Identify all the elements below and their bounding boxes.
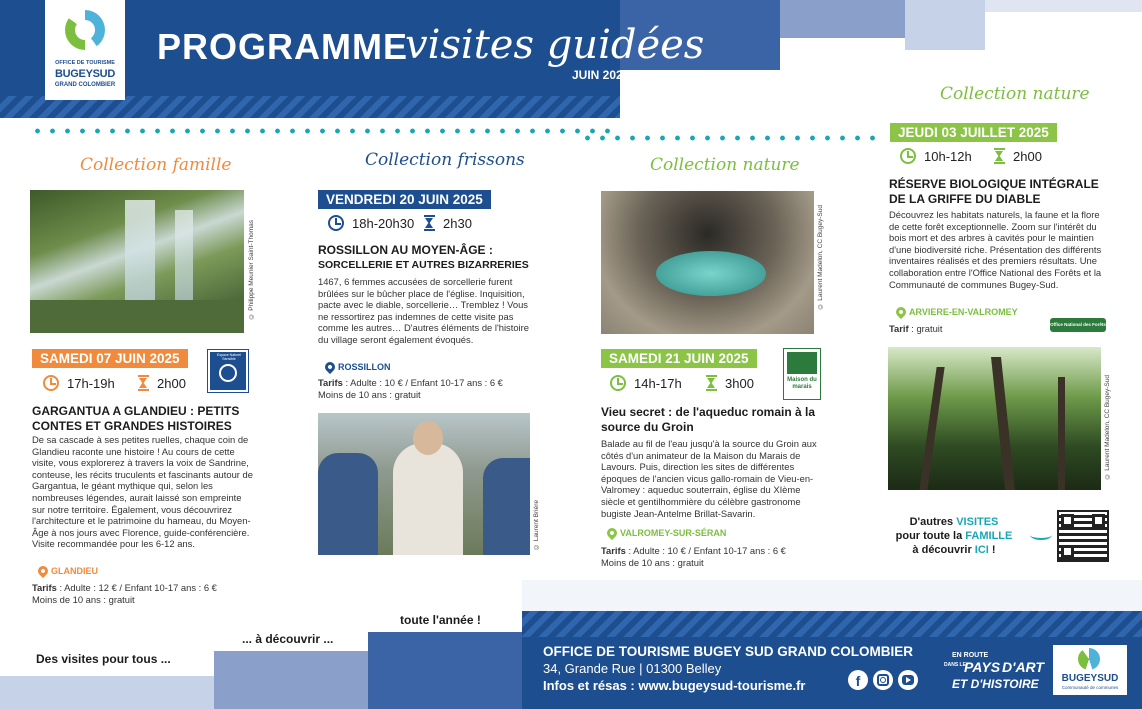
forest-photo: [888, 347, 1101, 490]
logo-line3: GRAND COLOMBIER: [54, 82, 116, 88]
event-date-badge: JEUDI 03 JUILLET 2025: [890, 123, 1057, 142]
event-title: Vieu secret : de l'aqueduc romain à la source du Groin: [601, 405, 816, 434]
event-location[interactable]: [896, 307, 1018, 317]
promo-highlight: VISITES: [956, 516, 999, 528]
tarifs-value: : Adulte : 10 € / Enfant 10-17 ans : 6 €: [625, 545, 786, 556]
clock-icon: [328, 215, 344, 231]
promo-highlight: FAMILLE: [965, 530, 1013, 542]
page-date: JUIN 2025: [572, 68, 630, 82]
photo-credit: © Philippe Meunier Saint-Thomas: [248, 220, 255, 320]
time-value: 10h-12h: [924, 148, 972, 164]
photo-credit: © Laurent Brière: [533, 500, 540, 550]
map-pin-icon: [323, 360, 337, 374]
event-time: [610, 375, 682, 391]
footer-deco: [214, 651, 368, 709]
tarifs-label: Tarifs: [32, 582, 57, 593]
pays-art-line: PAYS: [964, 659, 1001, 675]
location-label: VALROMEY-SUR-SÉRAN: [620, 528, 727, 538]
promo-text: à découvrir: [912, 544, 975, 556]
bugeysud-logo[interactable]: [1053, 645, 1127, 695]
time-value: 17h-19h: [67, 375, 115, 391]
footer-deco: [0, 676, 214, 709]
location-label: ROSSILLON: [338, 362, 391, 372]
duration-value: 3h00: [725, 375, 754, 391]
location-label: GLANDIEU: [51, 566, 98, 576]
promo-text: D'autres: [909, 516, 957, 528]
collection-label: Collection nature: [940, 84, 1090, 104]
pays-art-line: EN ROUTE: [952, 652, 989, 659]
event-time: [900, 148, 972, 164]
promo-text: pour toute la: [895, 530, 966, 542]
swirl-logo-icon: [1078, 648, 1100, 670]
house-icon: [787, 352, 817, 374]
event-description: De sa cascade à ses petites ruelles, chaque coin de Glandieu raconte une histoire ! Au cours de cette visite, vous explorerez à travers la voix de Sandrine, conteuse, les récits truculents et fascinants autour de Gargantua, le géant mythique qui, selon les nombreuses légendes, aurait laissé son empreinte sur notre territoire. Également, vous découvrirez l'architecture et le patrimoine du hameau, du Moyen- Âge à nos jours avec Florence, guide-conférencière. Visite recommandée pour les 6-12 ans.: [32, 434, 253, 550]
footer-deco: [368, 632, 522, 709]
badge-label: Maison du marais: [787, 377, 817, 390]
event-date-badge: SAMEDI 07 JUIN 2025: [32, 349, 188, 368]
page-title: PROGRAMME: [157, 26, 408, 67]
badge-label: Espace Naturel Sensible: [217, 353, 241, 361]
header-deco: [985, 0, 1142, 12]
youtube-icon[interactable]: [898, 670, 918, 690]
pays-art-line: D'ART: [1002, 659, 1044, 675]
event-title: RÉSERVE BIOLOGIQUE INTÉGRALE DE LA GRIFFE DU DIABLE: [889, 177, 1099, 206]
office-name: OFFICE DE TOURISME BUGEY SUD GRAND COLOMBIER: [543, 644, 914, 659]
collection-label: Collection frissons: [365, 150, 525, 170]
tarifs-label: Tarifs: [318, 377, 343, 388]
header-deco: [905, 0, 985, 50]
event-location[interactable]: [325, 362, 391, 372]
duration-value: 2h00: [1013, 148, 1042, 164]
office-logo[interactable]: [45, 0, 125, 100]
clock-icon: [43, 375, 59, 391]
time-value: 18h-20h30: [352, 215, 415, 231]
pays-art-histoire-logo: [944, 650, 1044, 700]
onf-badge: Office National des Forêts: [1050, 318, 1106, 332]
waterfall-photo: [30, 190, 244, 333]
tarifs-extra: Moins de 10 ans : gratuit: [318, 388, 421, 400]
qr-code-icon[interactable]: [1057, 510, 1109, 562]
photo-credit: © Laurent Madelon, CC Bugey-Sud: [817, 205, 824, 310]
event-description: Balade au fil de l'eau jusqu'à la source du Groin aux côtés d'un animateur de la Maison du Marais de Lavours. Puis, direction les sites de différentes époques de l'ancien vicus gallo-romain de Vieu-en-Valromey : aqueduc souterrain, église du XIème siècle et gentilhommière du célèbre gastronome bugiste Jean-Antelme Brillat-Savarin.: [601, 438, 817, 519]
office-contact[interactable]: Infos et résas : www.bugeysud-tourisme.fr: [543, 678, 806, 693]
bugeysud-logo-sub: Communauté de communes: [1061, 685, 1119, 690]
event-duration: [994, 148, 1042, 164]
swirl-logo-icon: [65, 10, 105, 50]
tarifs-extra: Moins de 10 ans : gratuit: [32, 593, 135, 605]
tagline-2: ... à découvrir ...: [242, 632, 334, 646]
duration-value: 2h30: [443, 215, 472, 231]
event-time: [43, 375, 115, 391]
event-tarifs: [601, 545, 831, 568]
guide-photo: [318, 413, 530, 555]
cave-spring-photo: [601, 191, 814, 334]
tarifs-extra: Moins de 10 ans : gratuit: [601, 556, 704, 568]
duration-value: 2h00: [157, 375, 186, 391]
header-deco: [780, 0, 905, 38]
event-duration: [706, 375, 754, 391]
location-label: ARVIERE-EN-VALROMEY: [909, 307, 1018, 317]
tagline-3: toute l'année !: [400, 613, 481, 627]
event-title: ROSSILLON AU MOYEN-ÂGE :: [318, 243, 493, 257]
promo-text: !: [988, 544, 996, 556]
espace-naturel-badge: [208, 350, 248, 392]
logo-line2: BUGEYSUD: [55, 68, 115, 80]
tarifs-value: : Adulte : 12 € / Enfant 10-17 ans : 6 €: [56, 582, 217, 593]
event-time: [328, 215, 414, 231]
hourglass-icon: [138, 375, 149, 391]
facebook-icon[interactable]: f: [848, 670, 868, 690]
pays-art-line: ET D'HISTOIRE: [952, 677, 1039, 691]
tarifs-label: Tarifs: [601, 545, 626, 556]
tarifs-label: Tarif: [889, 323, 909, 334]
arrow-icon: [1030, 530, 1052, 540]
collection-label: Collection nature: [650, 155, 800, 175]
hourglass-icon: [706, 375, 717, 391]
tagline-1: Des visites pour tous ...: [36, 652, 171, 666]
map-pin-icon: [605, 526, 619, 540]
event-date-badge: VENDREDI 20 JUIN 2025: [318, 190, 491, 209]
dot-divider: [30, 126, 620, 136]
office-address: 34, Grande Rue | 01300 Belley: [543, 661, 722, 676]
photo-credit: © Laurent Madelon, CC Bugey-Sud: [1104, 375, 1111, 480]
logo-line1: OFFICE DE TOURISME: [55, 60, 115, 66]
map-pin-icon: [36, 564, 50, 578]
event-date-badge: SAMEDI 21 JUIN 2025: [601, 349, 757, 368]
promo-highlight: ICI: [974, 544, 989, 556]
collection-label: Collection famille: [80, 155, 232, 175]
instagram-icon[interactable]: [873, 670, 893, 690]
event-location[interactable]: [38, 566, 98, 576]
time-value: 14h-17h: [634, 375, 682, 391]
bugeysud-logo-text: BUGEYSUD: [1061, 673, 1119, 684]
event-location[interactable]: [607, 528, 726, 538]
event-tarifs: [32, 582, 262, 605]
footer-stripe: [522, 611, 1142, 637]
tarifs-value: : Adulte : 10 € / Enfant 10-17 ans : 6 €: [342, 377, 503, 388]
dot-divider: [580, 133, 880, 143]
flower-icon: [219, 364, 237, 382]
clock-icon: [900, 148, 916, 164]
footer-deco: [522, 580, 1142, 611]
event-tarifs: [318, 377, 548, 400]
hourglass-icon: [424, 215, 435, 231]
more-visits-promo[interactable]: [884, 515, 1024, 557]
hourglass-icon: [994, 148, 1005, 164]
event-tarifs: [889, 323, 1039, 335]
maison-du-marais-badge: [783, 348, 821, 400]
event-title: GARGANTUA A GLANDIEU : PETITS CONTES ET GRANDES HISTOIRES: [32, 404, 240, 433]
map-pin-icon: [894, 305, 908, 319]
event-description: Découvrez les habitats naturels, la faune et la flore de cette forêt exceptionnelle. Zoom sur l'intérêt du bois mort et des arbres à cavités pour le maintien d'une biodiversité riche. Présentation des différents inventaires réalisés et des premiers résultats. Une collaboration entre l'Office National des Forêts et la Communauté de communes Bugey-Sud.: [889, 209, 1102, 290]
event-subtitle: SORCELLERIE ET AUTRES BIZARRERIES: [318, 259, 529, 271]
event-duration: [138, 375, 186, 391]
pays-art-line: DANS LE: [944, 662, 966, 668]
event-description: 1467, 6 femmes accusées de sorcellerie furent brûlées sur le bûcher place de l'église. Inquisition, pacte avec le diable, sorcellerie… Tremblez ! Vous ne ressortirez pas indemnes de cette visite pas comme les autres… D'autres éléments de l'histoire du village seront également évoqués.: [318, 276, 529, 345]
event-duration: [424, 215, 472, 231]
page-title-script: visites guidées: [405, 22, 705, 68]
clock-icon: [610, 375, 626, 391]
tarifs-value: : gratuit: [908, 323, 943, 334]
